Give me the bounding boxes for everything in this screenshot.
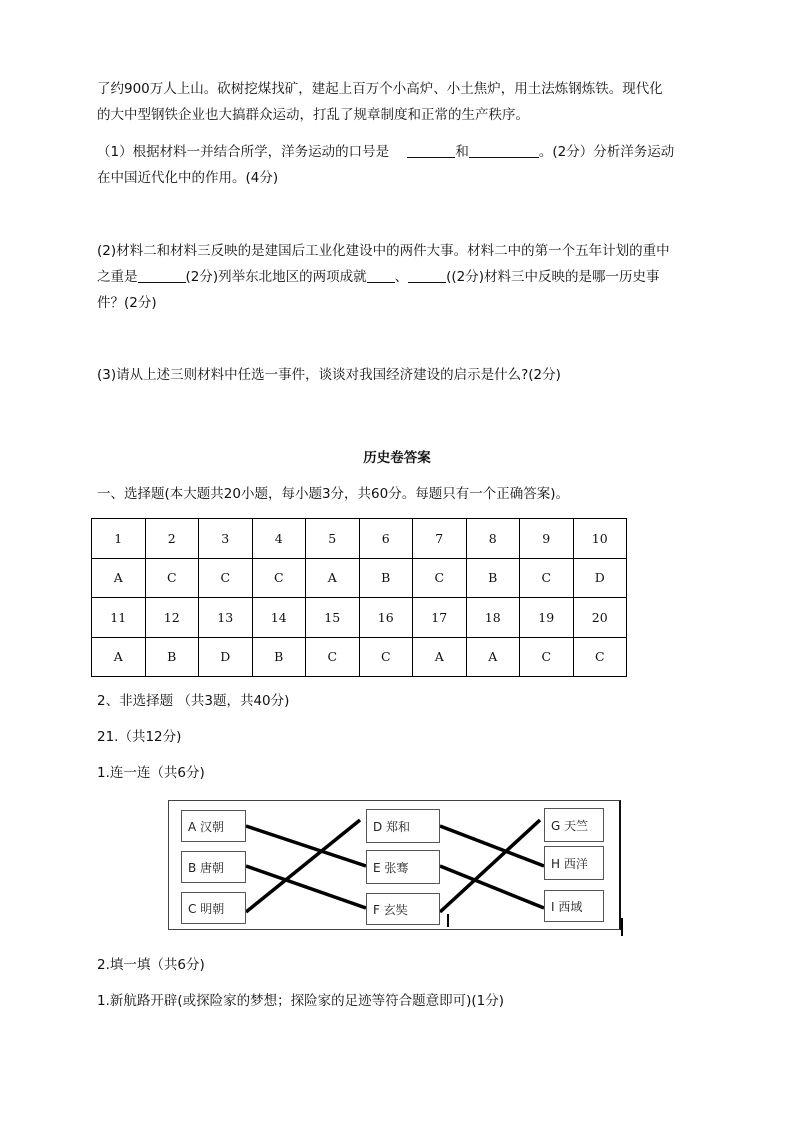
table-cell: D (573, 558, 627, 598)
question-2-line-3: 件？(2分) (97, 295, 157, 311)
table-cell: 9 (520, 519, 574, 559)
option-i-box: I 西域 (544, 890, 604, 922)
table-cell: 1 (92, 519, 146, 559)
table-cell: B (252, 637, 306, 677)
table-cell: A (306, 558, 360, 598)
table-cell: C (252, 558, 306, 598)
answer-blank (407, 143, 455, 158)
question-21-heading: 21.（共12分) (97, 729, 182, 745)
table-cell: 12 (145, 598, 199, 638)
question-2-text-c: 、 (394, 269, 409, 285)
table-cell: 16 (359, 598, 413, 638)
table-cell: 19 (520, 598, 574, 638)
table-cell: 4 (252, 519, 306, 559)
table-cell: C (520, 637, 574, 677)
option-b-box: B 唐朝 (181, 851, 246, 883)
table-cell: C (520, 558, 574, 598)
answer-blank (469, 143, 539, 158)
question-1-line-1 (97, 139, 697, 165)
option-e-box: E 张骞 (366, 850, 440, 884)
question-1-text-b: 。(2分）分析洋务运动 (538, 144, 675, 160)
option-g-box: G 天竺 (544, 808, 604, 842)
option-d-box: D 郑和 (366, 809, 440, 843)
table-cell: A (413, 637, 467, 677)
answer-table (91, 518, 627, 677)
table-cell: C (145, 558, 199, 598)
option-h-box: H 西洋 (544, 846, 604, 880)
section-1-heading: 一、选择题(本大题共20小题，每小题3分，共60分。每题只有一个正确答案)。 (97, 486, 569, 502)
table-cell: 5 (306, 519, 360, 559)
table-cell: 2 (145, 519, 199, 559)
question-3: (3)请从上述三则材料中任选一事件，谈谈对我国经济建设的启示是什么?(2分) (97, 367, 561, 383)
table-cell: 6 (359, 519, 413, 559)
table-cell: C (573, 637, 627, 677)
table-cell: 7 (413, 519, 467, 559)
table-cell: 11 (92, 598, 146, 638)
table-row (92, 637, 627, 677)
match-line (246, 866, 366, 908)
table-row (92, 558, 627, 598)
question-2-text-d: ((2分)材料三中反映的是哪一历史事 (446, 269, 660, 285)
table-cell: 13 (199, 598, 253, 638)
question-2-line-1: (2)材料二和材料三反映的是建国后工业化建设中的两件大事。材料二中的第一个五年计划的重中 (97, 243, 670, 259)
table-cell: B (145, 637, 199, 677)
table-cell: 3 (199, 519, 253, 559)
material-line-2: 的大中型钢铁企业也大搞群众运动，打乱了规章制度和正常的生产秩序。 (97, 107, 529, 123)
answer-title: 历史卷答案 (363, 450, 431, 466)
answer-blank (367, 268, 395, 283)
material-line-1: 了约900万人上山。砍树挖煤找矿，建起上百万个小高炉、小土焦炉，用土法炼钢炼铁。现代化 (97, 81, 663, 97)
table-row (92, 598, 627, 638)
question-2-line-2 (97, 264, 697, 290)
match-line (440, 820, 540, 912)
table-row (92, 519, 627, 559)
sub-question-1-heading: 1.连一连（共6分) (97, 765, 205, 781)
table-cell: A (92, 637, 146, 677)
table-cell: C (359, 637, 413, 677)
table-cell: C (413, 558, 467, 598)
answer-blank (138, 268, 186, 283)
match-line (440, 866, 544, 908)
table-cell: A (466, 637, 520, 677)
table-cell: 15 (306, 598, 360, 638)
table-cell: B (466, 558, 520, 598)
table-cell: 17 (413, 598, 467, 638)
question-1-and: 和 (455, 144, 469, 160)
table-cell: A (92, 558, 146, 598)
option-a-box: A 汉朝 (181, 810, 246, 842)
table-cell: D (199, 637, 253, 677)
match-line (246, 826, 366, 866)
fill-answer-1: 1.新航路开辟(或探险家的梦想；探险家的足迹等符合题意即可)(1分) (97, 993, 505, 1009)
option-c-box: C 明朝 (181, 892, 246, 924)
matching-diagram (168, 800, 624, 936)
option-f-box: F 玄奘 (366, 893, 440, 925)
sub-question-2-heading: 2.填一填（共6分) (97, 957, 205, 973)
answer-blank (408, 268, 446, 283)
question-2-text-b: (2分)列举东北地区的两项成就 (185, 269, 367, 285)
table-cell: 20 (573, 598, 627, 638)
question-1-line-2: 在中国近代化中的作用。(4分) (97, 170, 279, 186)
table-cell: 18 (466, 598, 520, 638)
table-cell: 14 (252, 598, 306, 638)
table-cell: C (306, 637, 360, 677)
table-cell: C (199, 558, 253, 598)
table-cell: 8 (466, 519, 520, 559)
question-1-text-a: （1）根据材料一并结合所学，洋务运动的口号是 (97, 144, 390, 160)
question-2-text-a: 之重是 (97, 269, 138, 285)
section-2-heading: 2、非选择题 （共3题，共40分) (97, 693, 290, 709)
table-cell: B (359, 558, 413, 598)
table-cell: 10 (573, 519, 627, 559)
